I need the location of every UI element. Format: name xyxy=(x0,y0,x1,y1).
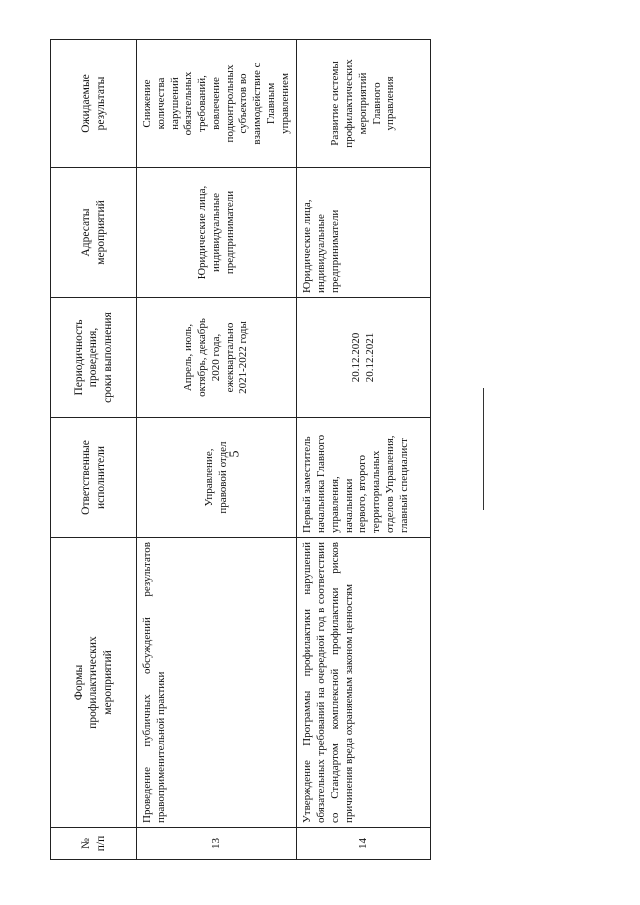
header-results: Ожидаемые результаты xyxy=(51,40,137,168)
cell-periodicity: 20.12.2020 20.12.2021 xyxy=(297,298,431,418)
table-row xyxy=(297,40,431,860)
cell-results: Снижение количества нарушений обязательных требований, вовлечение подконтрольных субъектов во взаимодействие с Главным управлением xyxy=(137,40,297,168)
prevention-measures-table xyxy=(50,40,410,860)
cell-periodicity: Апрель, июль, октябрь, декабрь 2020 года, ежеквартально 2021-2022 годы xyxy=(137,298,297,418)
table-header-row xyxy=(51,40,137,860)
signature-line xyxy=(483,388,484,510)
cell-addressees: Юридические лица, индивидуальные предприниматели xyxy=(297,168,431,298)
cell-results: Развитие системы профилактических мероприятий Главного управления xyxy=(297,40,431,168)
table-row xyxy=(137,40,297,860)
cell-responsible: Первый заместитель начальника Главного управления, начальники первого, второго территориальных отделов Управления, главный специалист xyxy=(297,418,431,538)
header-periodicity: Периодичность проведения, сроки выполнения xyxy=(51,298,137,418)
page-number: 5 xyxy=(227,450,243,458)
cell-form: Утверждение Программы профилактики нарушений обязательных требований на очередной год в соответствии со Стандартом комплексной профилактики рисков причинения вреда охраняемым законом ценностям xyxy=(297,538,431,828)
header-form: Формы профилактических мероприятий xyxy=(51,538,137,828)
header-responsible: Ответственные исполнители xyxy=(51,418,137,538)
cell-form: Проведение публичных обсуждений результатов правоприменительной практики xyxy=(137,538,297,828)
cell-addressees: Юридические лица, индивидуальные предприниматели xyxy=(137,168,297,298)
header-addressees: Адресаты мероприятий xyxy=(51,168,137,298)
header-num: № п/п xyxy=(51,828,137,860)
cell-responsible: Управление, правовой отдел xyxy=(137,418,297,538)
cell-num: 14 xyxy=(297,828,431,860)
cell-num: 13 xyxy=(137,828,297,860)
